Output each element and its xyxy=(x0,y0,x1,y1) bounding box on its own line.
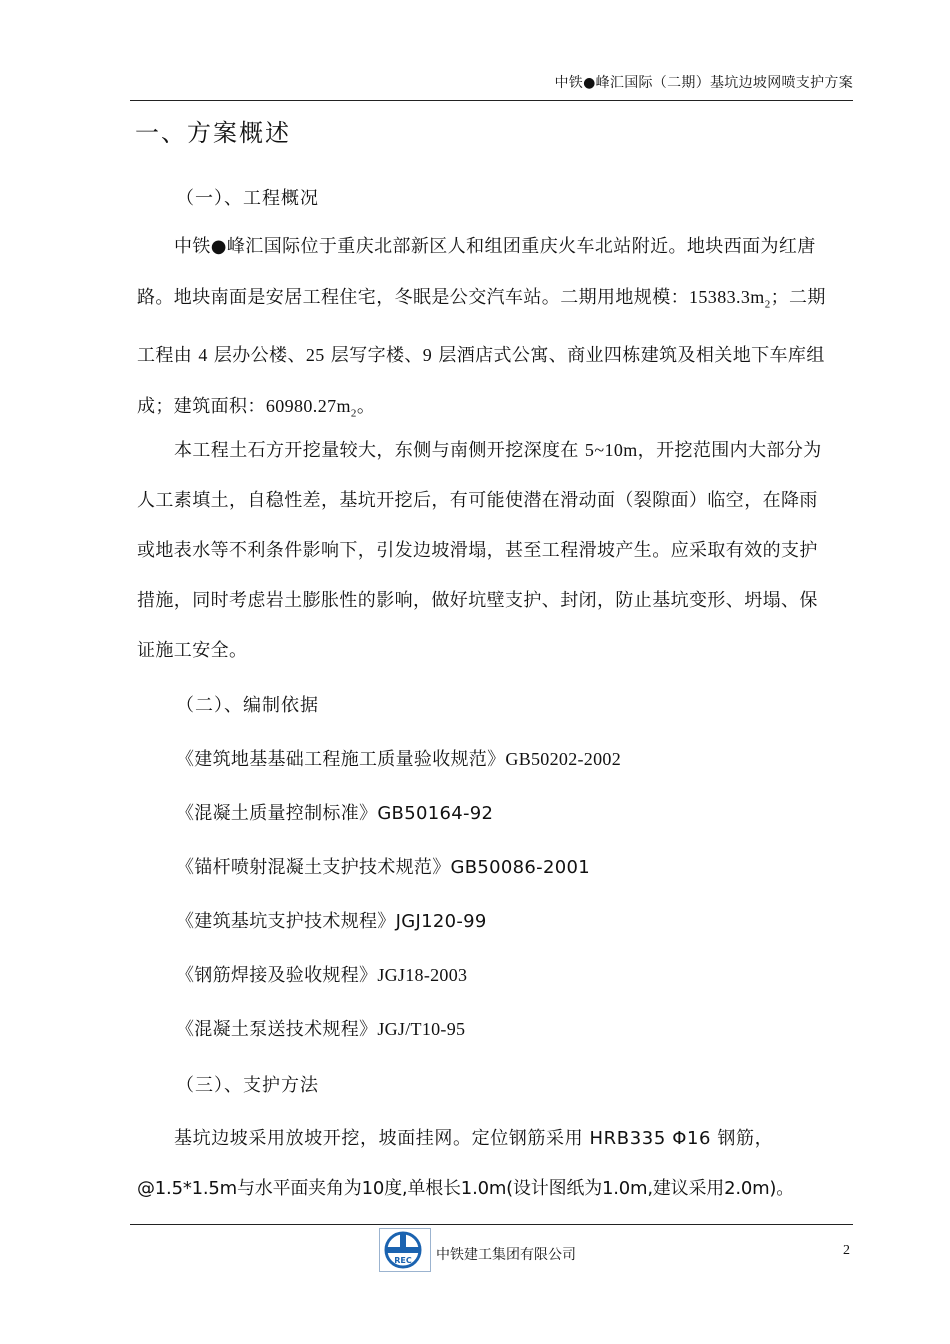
subsection-title-overview: （一）、工程概况 xyxy=(176,188,319,209)
text-line: 中铁●峰汇国际位于重庆北部新区人和组团重庆火车北站附近。地块西面为红唐 xyxy=(174,236,816,257)
text-line: 证施工安全。 xyxy=(137,640,248,661)
subsection-title-basis: （二）、编制依据 xyxy=(176,695,319,716)
text-line: 本工程土石方开挖量较大，东侧与南侧开挖深度在 5~10m，开挖范围内大部分为 xyxy=(174,440,822,461)
text-line: 路。地块南面是安居工程住宅，冬眠是公交汽车站。二期用地规模：$15383.3m_2$；二期 xyxy=(137,287,826,311)
reference-item: 《建筑地基基础工程施工质量验收规范》GB50202-2002 xyxy=(176,749,622,770)
text-line: 基坑边坡采用放坡开挖，坡面挂网。定位钢筋采用 HRB335 Φ16 钢筋， xyxy=(174,1128,774,1149)
subsection-title-method: （三）、支护方法 xyxy=(176,1075,319,1096)
page-number: 2 xyxy=(843,1243,850,1258)
footer-divider xyxy=(130,1224,853,1225)
reference-item: 《混凝土泵送技术规程》JGJ/T10-95 xyxy=(176,1019,466,1040)
text-line: 人工素填土，自稳性差，基坑开挖后，有可能使潜在滑动面（裂隙面）临空，在降雨 xyxy=(137,490,818,511)
header-divider xyxy=(130,100,853,101)
text-line: 或地表水等不利条件影响下，引发边坡滑塌，甚至工程滑坡产生。应采取有效的支护 xyxy=(137,540,818,561)
footer-company-name: 中铁建工集团有限公司 xyxy=(436,1247,576,1263)
text-line: 成；建筑面积：$60980.27m_2$。 xyxy=(137,395,376,420)
running-header: 中铁●峰汇国际（二期）基坑边坡网喷支护方案 xyxy=(554,75,853,91)
text-line: 措施，同时考虑岩土膨胀性的影响，做好坑壁支护、封闭，防止基坑变形、坍塌、保 xyxy=(137,590,818,611)
svg-text:REC: REC xyxy=(394,1256,412,1265)
company-logo xyxy=(379,1228,431,1272)
reference-item: 《钢筋焊接及验收规程》JGJ18-2003 xyxy=(176,965,468,986)
paragraph-support-method xyxy=(137,1114,851,1214)
reference-item: 《混凝土质量控制标准》GB50164-92 xyxy=(176,803,494,824)
section-title: 一、方案概述 xyxy=(135,119,291,147)
text-line: @1.5*1.5m与水平面夹角为10度,单根长1.0m(设计图纸为1.0m,建议采用2.0m)。 xyxy=(137,1178,795,1199)
reference-item: 《建筑基坑支护技术规程》JGJ120-99 xyxy=(176,911,487,932)
text-line: 工程由 4 层办公楼、25 层写字楼、9 层酒店式公寓、商业四栋建筑及相关地下车库组 xyxy=(137,344,825,366)
reference-item: 《锚杆喷射混凝土支护技术规范》GB50086-2001 xyxy=(176,857,590,878)
paragraph-project-overview xyxy=(137,222,851,438)
paragraph-excavation xyxy=(137,425,851,676)
